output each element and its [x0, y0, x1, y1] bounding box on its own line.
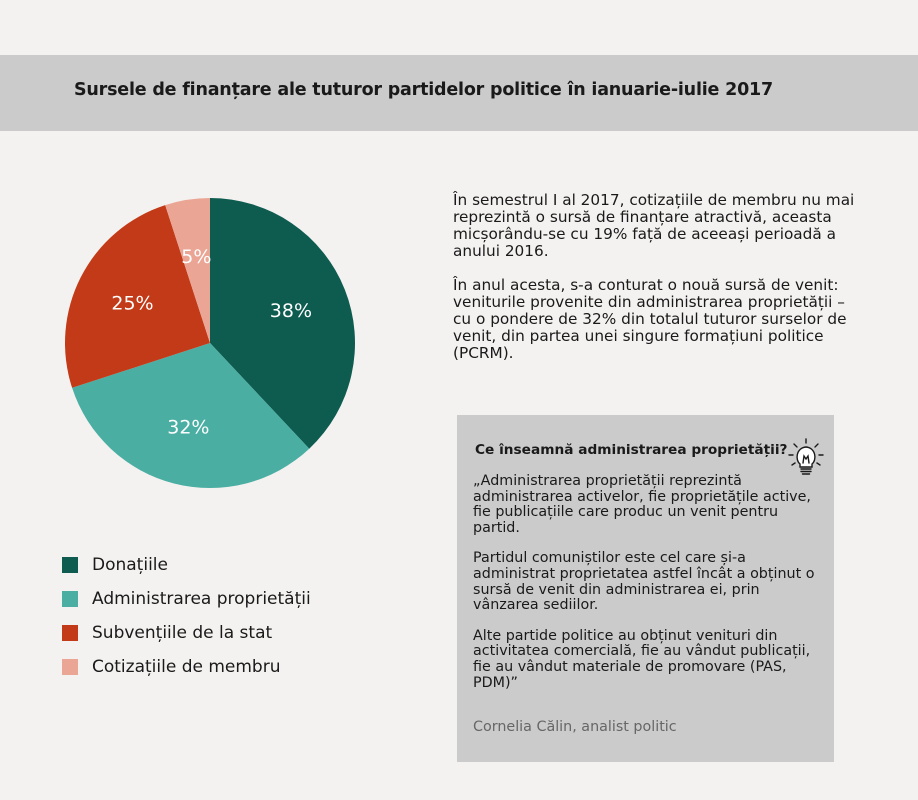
page-title: Sursele de finanțare ale tuturor partidelor politice în ianuarie-iulie 2017 [74, 80, 774, 100]
info-box-body [473, 474, 823, 706]
info-box-title: Ce înseamnă administrarea proprietății? [475, 442, 788, 458]
quote-paragraph-2: Partidul comuniștilor este cel care și-a administrat proprietatea astfel încât a obținut o sursă de venit din administrarea ei, prin vânzarea sediilor. [473, 550, 815, 614]
chart-legend [62, 548, 311, 684]
pie-label-0: 38% [269, 299, 313, 322]
pie-label-1: 32% [167, 416, 210, 439]
lightbulb-icon [788, 437, 824, 477]
legend-item-donatii [62, 548, 311, 582]
intro-paragraph-2: În anul acesta, s-a conturat o nouă sursă de venit: veniturile provenite din administrarea proprietății – cu o pondere de 32% din totalul tuturor surselor de venit, din partea unei singure formațiuni politice (PCRM). [453, 276, 847, 362]
pie-label-2: 25% [111, 292, 154, 315]
legend-swatch [62, 625, 78, 641]
intro-paragraph-1: În semestrul I al 2017, cotizațiile de membru nu mai reprezintă o sursă de finanțare atractivă, aceasta micșorându-se cu 19% față de aceeași perioadă a anului 2016. [453, 191, 855, 260]
legend-swatch [62, 659, 78, 675]
pie-chart [0, 0, 420, 520]
legend-label: Donațiile [92, 555, 168, 575]
legend-item-cotizatii [62, 650, 311, 684]
quote-paragraph-1: „Administrarea proprietății reprezintă administrarea activelor, fie proprietățile active, fie publicațiile care produc un venit pentru partid. [473, 473, 811, 536]
legend-item-subventii [62, 616, 311, 650]
pie-label-3: 5% [181, 246, 212, 269]
intro-text [453, 192, 863, 379]
quote-paragraph-3: Alte partide politice au obținut venituri din activitatea comercială, fie au vândut publicații, fie au vândut materiale de promovare (PAS, PDM)” [473, 627, 811, 691]
legend-swatch [62, 591, 78, 607]
legend-label: Subvențiile de la stat [92, 623, 273, 643]
quote-author: Cornelia Călin, analist politic [473, 719, 677, 735]
legend-label: Cotizațiile de membru [92, 657, 281, 677]
legend-label: Administrarea proprietății [92, 589, 311, 609]
legend-swatch [62, 557, 78, 573]
legend-item-administrarea [62, 582, 311, 616]
info-box [457, 415, 834, 762]
